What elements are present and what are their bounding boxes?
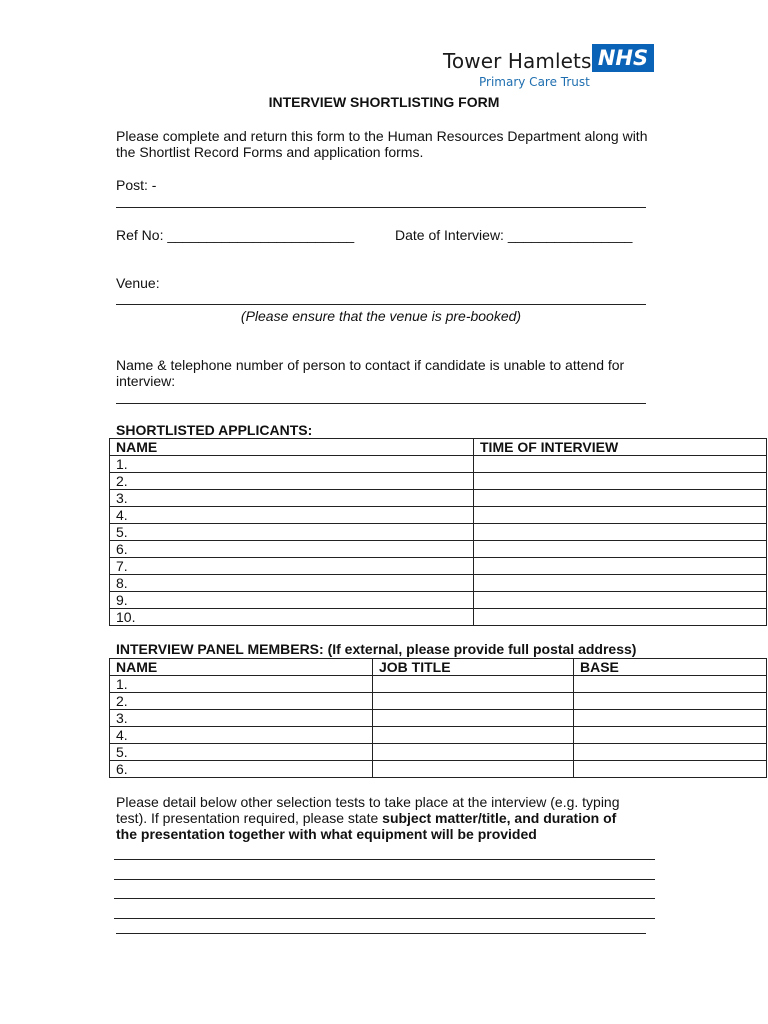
venue-note: (Please ensure that the venue is pre-booked) <box>240 308 522 324</box>
applicant-name-cell[interactable]: 3. <box>110 490 474 507</box>
interview-time-cell[interactable] <box>474 473 767 490</box>
job-title-cell[interactable] <box>373 727 574 744</box>
panel-name-cell[interactable]: 5. <box>110 744 373 761</box>
col-name-header: NAME <box>110 439 474 456</box>
table-row <box>110 558 767 575</box>
base-cell[interactable] <box>574 744 767 761</box>
form-title: INTERVIEW SHORTLISTING FORM <box>268 94 500 110</box>
shortlist-heading: SHORTLISTED APPLICANTS: <box>116 422 313 438</box>
tests-text-bold: subject matter/title, and duration of the presentation together with what equipment will be provided <box>116 810 617 842</box>
panel-name-cell[interactable]: 3. <box>110 710 373 727</box>
table-row <box>110 761 767 778</box>
tests-line-4[interactable] <box>114 918 655 919</box>
interview-time-cell[interactable] <box>474 592 767 609</box>
tests-line-5[interactable] <box>116 933 646 934</box>
interview-time-cell[interactable] <box>474 456 767 473</box>
job-title-cell[interactable] <box>373 744 574 761</box>
col-time-header: TIME OF INTERVIEW <box>474 439 767 456</box>
ref-no-field[interactable]: Ref No: ________________________ <box>116 227 355 243</box>
panel-table <box>109 658 767 778</box>
base-cell[interactable] <box>574 693 767 710</box>
tests-line-2[interactable] <box>114 879 655 880</box>
org-subtitle: Primary Care Trust <box>479 75 590 89</box>
applicant-name-cell[interactable]: 8. <box>110 575 474 592</box>
interview-time-cell[interactable] <box>474 575 767 592</box>
panel-name-cell[interactable]: 4. <box>110 727 373 744</box>
interview-time-cell[interactable] <box>474 507 767 524</box>
panel-name-cell[interactable]: 1. <box>110 676 373 693</box>
table-row <box>110 507 767 524</box>
table-row <box>110 744 767 761</box>
applicant-name-cell[interactable]: 2. <box>110 473 474 490</box>
panel-name-cell[interactable]: 6. <box>110 761 373 778</box>
base-cell[interactable] <box>574 761 767 778</box>
col-job-header: JOB TITLE <box>373 659 574 676</box>
post-field[interactable] <box>116 207 646 208</box>
table-header-row <box>110 439 767 456</box>
table-row <box>110 710 767 727</box>
contact-label: Name & telephone number of person to contact if candidate is unable to attend for interview: <box>116 357 625 389</box>
interview-time-cell[interactable] <box>474 609 767 626</box>
base-cell[interactable] <box>574 727 767 744</box>
interview-time-cell[interactable] <box>474 490 767 507</box>
table-row <box>110 693 767 710</box>
job-title-cell[interactable] <box>373 676 574 693</box>
job-title-cell[interactable] <box>373 710 574 727</box>
base-cell[interactable] <box>574 710 767 727</box>
post-label: Post: - <box>116 177 157 193</box>
venue-label: Venue: <box>116 275 160 291</box>
interview-time-cell[interactable] <box>474 558 767 575</box>
nhs-logo: NHS <box>592 44 654 72</box>
base-cell[interactable] <box>574 676 767 693</box>
table-header-row <box>110 659 767 676</box>
table-row <box>110 676 767 693</box>
panel-name-cell[interactable]: 2. <box>110 693 373 710</box>
applicant-name-cell[interactable]: 1. <box>110 456 474 473</box>
tests-instructions <box>116 794 636 842</box>
applicant-name-cell[interactable]: 4. <box>110 507 474 524</box>
col-name-header: NAME <box>110 659 373 676</box>
table-row <box>110 592 767 609</box>
interview-time-cell[interactable] <box>474 541 767 558</box>
table-row <box>110 524 767 541</box>
table-row <box>110 609 767 626</box>
applicant-name-cell[interactable]: 10. <box>110 609 474 626</box>
shortlist-table <box>109 438 767 626</box>
applicant-name-cell[interactable]: 9. <box>110 592 474 609</box>
venue-field[interactable] <box>116 304 646 305</box>
panel-heading: INTERVIEW PANEL MEMBERS: (If external, please provide full postal address) <box>116 641 637 657</box>
table-row <box>110 473 767 490</box>
org-name: Tower Hamlets <box>443 49 592 73</box>
tests-text: Please detail below other selection tests to take place at the interview (e.g. typing test). If presentation required, please state <box>116 794 620 826</box>
col-base-header: BASE <box>574 659 767 676</box>
tests-line-3[interactable] <box>114 898 655 899</box>
tests-line-1[interactable] <box>114 859 655 860</box>
job-title-cell[interactable] <box>373 693 574 710</box>
applicant-name-cell[interactable]: 6. <box>110 541 474 558</box>
job-title-cell[interactable] <box>373 761 574 778</box>
table-row <box>110 727 767 744</box>
intro-text: Please complete and return this form to the Human Resources Department along with the Shortlist Record Forms and application forms. <box>116 128 648 160</box>
applicant-name-cell[interactable]: 5. <box>110 524 474 541</box>
table-row <box>110 490 767 507</box>
interview-time-cell[interactable] <box>474 524 767 541</box>
contact-field[interactable] <box>116 403 646 404</box>
table-row <box>110 575 767 592</box>
table-row <box>110 541 767 558</box>
interview-date-field[interactable]: Date of Interview: ________________ <box>395 227 633 243</box>
table-row <box>110 456 767 473</box>
applicant-name-cell[interactable]: 7. <box>110 558 474 575</box>
